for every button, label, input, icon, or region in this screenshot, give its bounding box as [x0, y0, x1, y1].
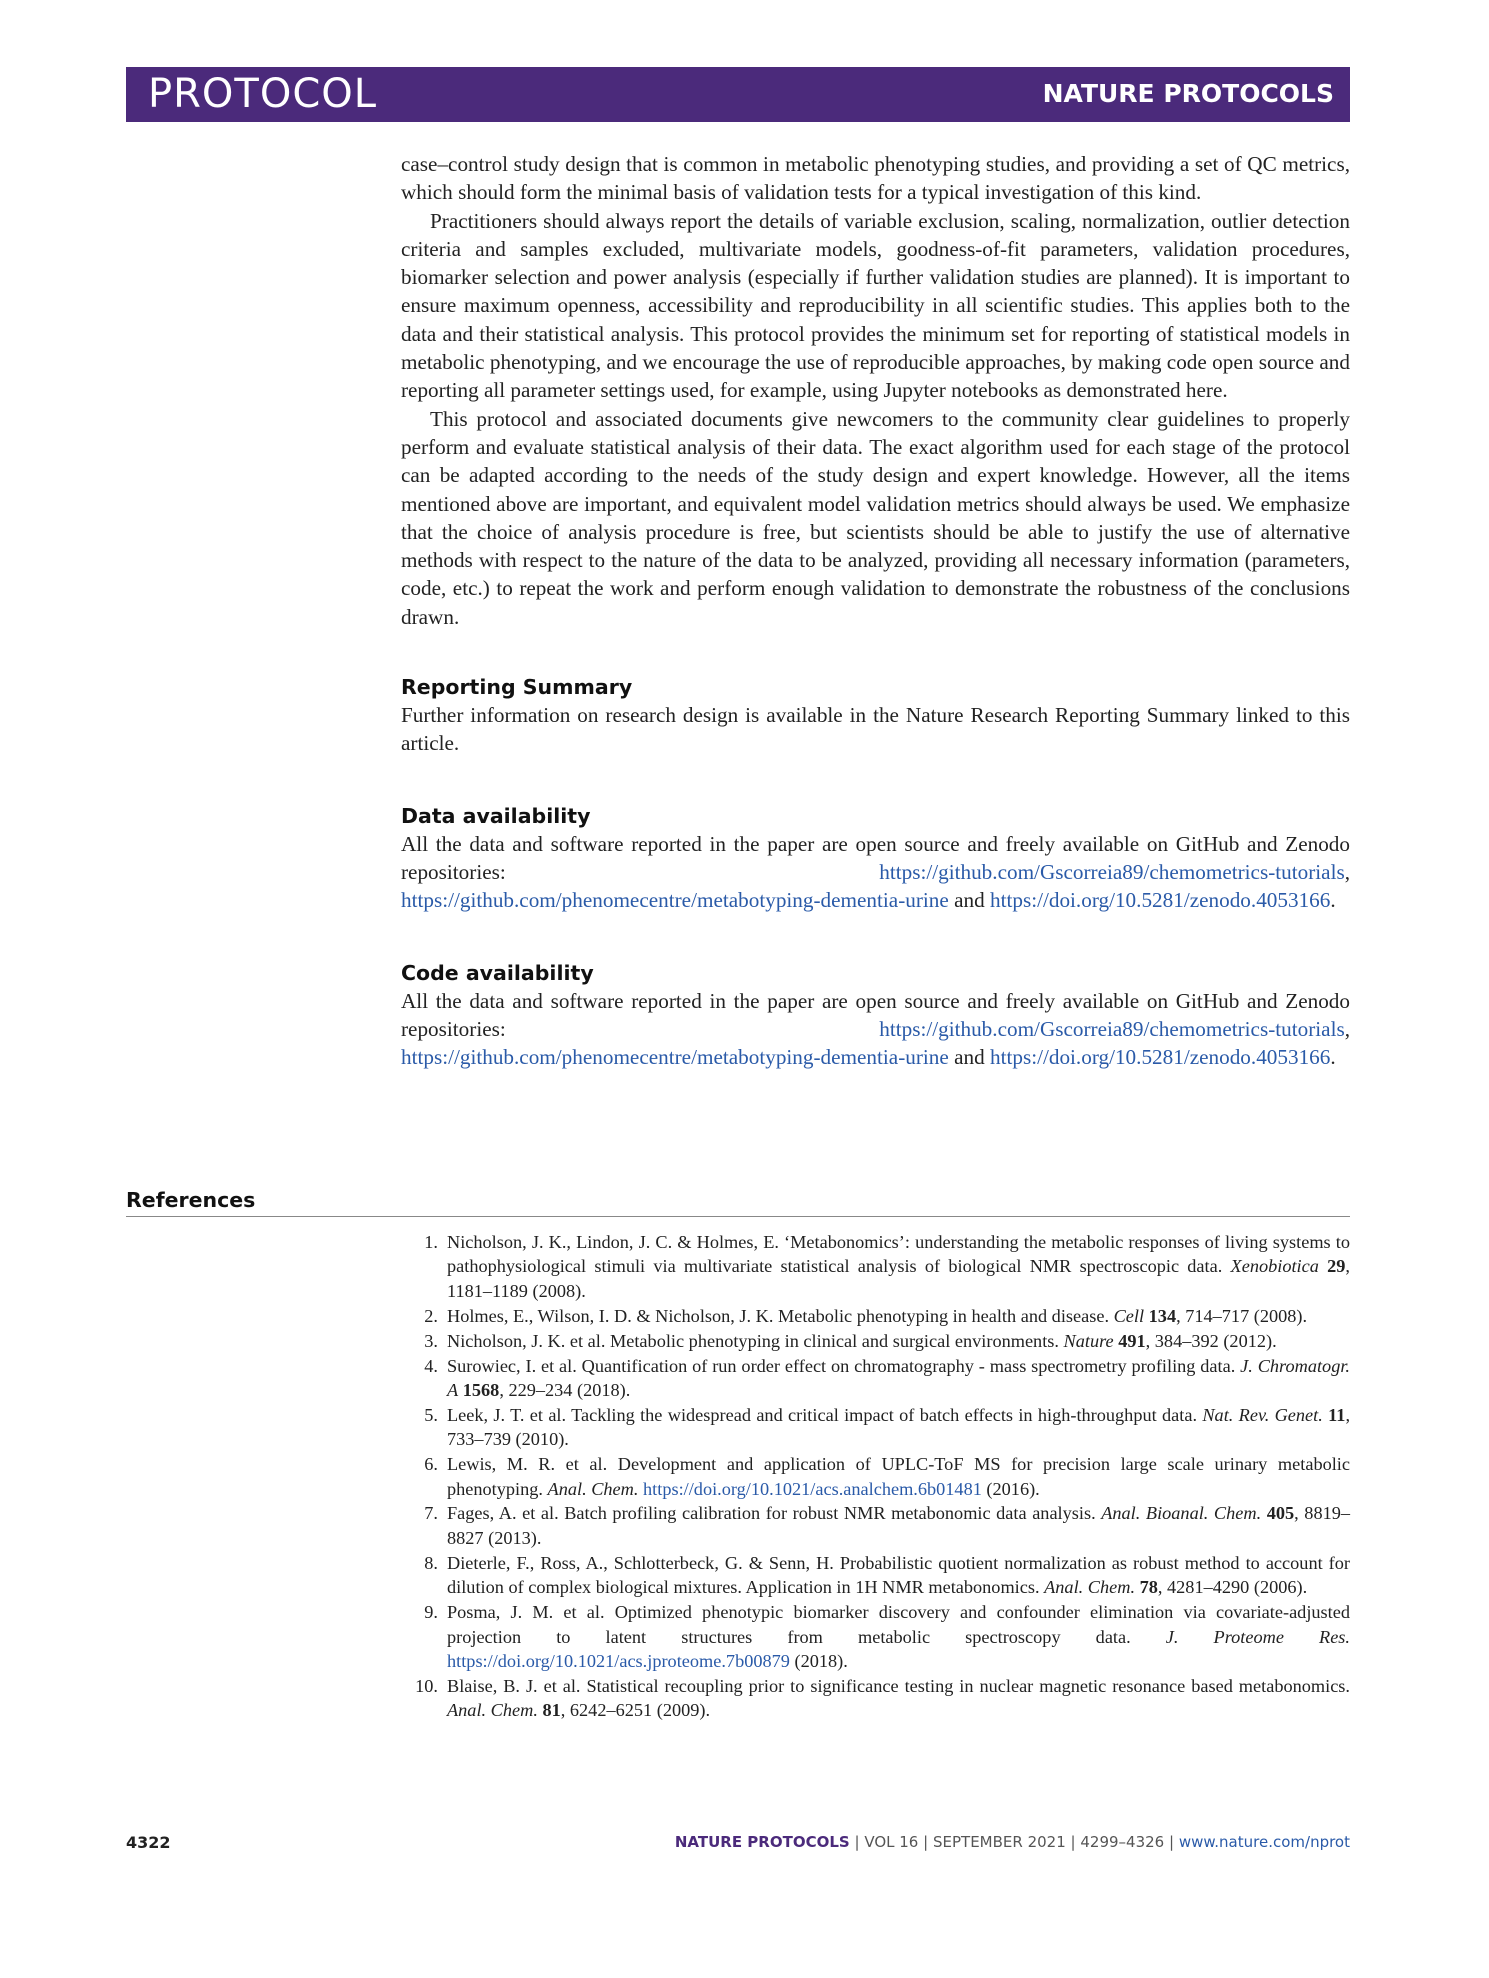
- reference-list: [401, 1230, 1350, 1723]
- reference-text: [447, 1551, 1350, 1600]
- reference-journal: Anal. Bioanal. Chem.: [1101, 1503, 1262, 1524]
- body-paragraph-2: Practitioners should always report the details of variable exclusion, scaling, normalization, outlier detection criteria and samples excluded, multivariate models, goodness-of-fit parameters, validation procedures, biomarker selection and power analysis (especially if further validation studies are planned). It is important to ensure maximum openness, accessibility and reproducibility in all scientific studies. This applies both to the data and their statistical analysis. This protocol provides the minimum set for reporting of statistical models in metabolic phenotyping, and we encourage the use of reproducible approaches, by making code open source and reporting all parameter settings used, for example, using Jupyter notebooks as demonstrated here.: [401, 208, 1350, 403]
- code-availability-intro: All the data and software reported in the paper are open source and freely available on GitHub and Zenodo repositories:: [401, 988, 1350, 1041]
- reference-text: [447, 1329, 1350, 1353]
- reference-journal: Anal. Chem.: [447, 1700, 538, 1721]
- data-availability-link-1[interactable]: https://github.com/Gscorreia89/chemometrics-tutorials: [879, 859, 1345, 884]
- reference-number: 5.: [424, 1404, 438, 1425]
- data-availability-link-3[interactable]: https://doi.org/10.5281/zenodo.4053166: [989, 888, 1331, 913]
- reporting-summary-text: Further information on research design is available in the Nature Research Reporting Summary linked to this article.: [401, 703, 1350, 756]
- reference-text: [447, 1403, 1350, 1452]
- reference-authors-title: Nicholson, J. K. et al. Metabolic phenotyping in clinical and surgical environments.: [447, 1330, 1064, 1351]
- reference-number: 1.: [424, 1232, 438, 1252]
- reference-journal: Anal. Chem.: [1044, 1577, 1136, 1598]
- reference-pages-year: , 8819–8827 (2013).: [447, 1503, 1350, 1548]
- reference-journal: Cell: [1113, 1305, 1145, 1326]
- reference-authors-title: Dieterle, F., Ross, A., Schlotterbeck, G. & Senn, H. Probabilistic quotient normalization as robust method to account for dilution of complex biological mixtures. Application in 1H NMR metabonomics.: [447, 1552, 1350, 1598]
- page-number: 4322: [126, 1833, 171, 1852]
- footer-separator: |: [854, 1833, 860, 1851]
- data-availability-text: All the data and software reported in the paper are open source and freely available on GitHub and Zenodo repositories: https://github.com/Gscorreia89/chemometrics-tutorials, https://github.com/phenomecentre/metabotyping-dementia-urine and https://doi.org/10.5281/zenodo.4053166.: [401, 831, 1350, 913]
- reference-volume: 11: [1328, 1404, 1346, 1425]
- reference-pages-year: , 229–234 (2018).: [499, 1379, 631, 1400]
- reference-authors-title: Fages, A. et al. Batch profiling calibration for robust NMR metabonomic data analysis.: [447, 1503, 1102, 1524]
- reference-journal: Nat. Rev. Genet.: [1202, 1404, 1323, 1425]
- reference-item: [401, 1403, 1350, 1452]
- reference-pages-year: , 1181–1189 (2008).: [447, 1256, 1350, 1301]
- reference-volume: 134: [1148, 1305, 1177, 1326]
- reference-pages-year: , 733–739 (2010).: [447, 1404, 1351, 1450]
- reference-authors-title: Surowiec, I. et al. Quantification of run order effect on chromatography - mass spectrometry profiling data.: [447, 1355, 1241, 1376]
- reference-volume: 491: [1118, 1330, 1146, 1351]
- reference-authors-title: Lewis, M. R. et al. Development and application of UPLC-ToF MS for precision large scale urinary metabolic phenotyping.: [447, 1454, 1350, 1499]
- footer-date: SEPTEMBER 2021: [932, 1833, 1066, 1851]
- reference-authors-title: Posma, J. M. et al. Optimized phenotypic biomarker discovery and confounder elimination via covariate-adjusted projection to latent structures from metabolic spectroscopy data.: [447, 1602, 1350, 1647]
- footer-url-link[interactable]: www.nature.com/nprot: [1178, 1833, 1350, 1851]
- reference-doi-link[interactable]: https://doi.org/10.1021/acs.jproteome.7b00879: [447, 1650, 790, 1671]
- reference-pages-year: , 384–392 (2012).: [1145, 1330, 1277, 1351]
- data-availability-heading: Data availability: [401, 803, 591, 828]
- reference-number: 7.: [424, 1503, 438, 1524]
- reference-journal: Nature: [1063, 1330, 1114, 1351]
- reporting-summary-heading: Reporting Summary: [401, 675, 633, 700]
- footer-pages: 4299–4326: [1080, 1833, 1165, 1851]
- header-bar: [126, 67, 1350, 122]
- code-availability-link-2[interactable]: https://github.com/phenomecentre/metabotyping-dementia-urine: [401, 1045, 949, 1070]
- reference-number: 3.: [424, 1330, 438, 1351]
- reference-text: [447, 1304, 1350, 1328]
- reference-journal: Xenobiotica: [1230, 1256, 1319, 1277]
- reference-volume: 29: [1327, 1256, 1346, 1277]
- code-availability-text: All the data and software reported in the paper are open source and freely available on GitHub and Zenodo repositories: https://github.com/Gscorreia89/chemometrics-tutorials, https://github.com/phenomecentre/metabotyping-dementia-urine and https://doi.org/10.5281/zenodo.4053166.: [401, 988, 1350, 1070]
- footer-separator: |: [1169, 1833, 1175, 1851]
- reference-authors-title: Blaise, B. J. et al. Statistical recoupling prior to significance testing in nuclear magnetic resonance based metabonomics.: [447, 1675, 1350, 1696]
- reference-item: [401, 1329, 1350, 1353]
- reference-authors-title: Nicholson, J. K., Lindon, J. C. & Holmes, E. ‘Metabonomics’: understanding the metabolic responses of living systems to pathophysiological stimuli via multivariate statistical analysis of biological NMR spectroscopic data.: [447, 1232, 1350, 1277]
- references-title: References: [126, 1188, 256, 1212]
- footer-citation: [675, 1833, 1350, 1851]
- reference-number: 2.: [424, 1305, 438, 1326]
- reference-text: [447, 1452, 1350, 1501]
- reference-pages-year: (2018).: [789, 1650, 848, 1671]
- data-availability-link-2[interactable]: https://github.com/phenomecentre/metabotyping-dementia-urine: [401, 888, 949, 913]
- section-label: PROTOCOL: [148, 71, 378, 117]
- reference-text: [447, 1230, 1350, 1303]
- code-availability-link-3[interactable]: https://doi.org/10.5281/zenodo.4053166: [989, 1045, 1331, 1070]
- body-paragraph-1: case–control study design that is common in metabolic phenotyping studies, and providing a set of QC metrics, which should form the minimal basis of validation tests for a typical investigation of this kind.: [401, 152, 1350, 205]
- reference-item: [401, 1354, 1350, 1403]
- reference-volume: 405: [1266, 1503, 1295, 1524]
- journal-name: NATURE PROTOCOLS: [1042, 79, 1334, 108]
- reference-pages-year: , 714–717 (2008).: [1176, 1305, 1308, 1326]
- reference-volume: 78: [1139, 1577, 1158, 1598]
- code-availability-link-1[interactable]: https://github.com/Gscorreia89/chemometrics-tutorials: [879, 1016, 1345, 1041]
- footer-separator: |: [1070, 1833, 1076, 1851]
- reference-item: [401, 1230, 1350, 1303]
- reference-number: 8.: [424, 1552, 438, 1573]
- reference-authors-title: Leek, J. T. et al. Tackling the widespread and critical impact of batch effects in high-throughput data.: [447, 1404, 1203, 1425]
- code-availability-and: and: [954, 1045, 985, 1070]
- reference-text: [447, 1600, 1350, 1673]
- reference-number: 4.: [424, 1355, 438, 1376]
- footer-journal: NATURE PROTOCOLS: [674, 1833, 850, 1851]
- reference-pages-year: , 6242–6251 (2009).: [560, 1700, 711, 1721]
- reference-item: [401, 1304, 1350, 1328]
- references-header: [126, 1186, 1350, 1217]
- data-availability-and: and: [954, 888, 985, 913]
- footer-volume: VOL 16: [864, 1833, 919, 1851]
- reference-text: [447, 1501, 1350, 1550]
- reference-doi-link[interactable]: https://doi.org/10.1021/acs.analchem.6b01481: [643, 1478, 982, 1499]
- main-content: [401, 150, 1350, 1071]
- code-availability-heading: Code availability: [401, 960, 594, 985]
- reference-number: 10.: [415, 1675, 438, 1696]
- reference-number: 6.: [424, 1454, 438, 1475]
- data-availability-intro: All the data and software reported in the paper are open source and freely available on GitHub and Zenodo repositories:: [401, 831, 1350, 884]
- reference-text: [447, 1354, 1350, 1403]
- reference-volume: 81: [542, 1700, 561, 1721]
- reference-number: 9.: [424, 1602, 438, 1623]
- reference-item: [401, 1551, 1350, 1600]
- reference-item: [401, 1501, 1350, 1550]
- reference-item: [401, 1674, 1350, 1723]
- reference-journal: J. Chromatogr. A: [447, 1355, 1350, 1400]
- reference-journal: J. Proteome Res.: [1165, 1626, 1350, 1647]
- reference-item: [401, 1600, 1350, 1673]
- reference-text: [447, 1674, 1350, 1723]
- reference-authors-title: Holmes, E., Wilson, I. D. & Nicholson, J. K. Metabolic phenotyping in health and disease.: [447, 1305, 1114, 1326]
- reference-journal: Anal. Chem.: [547, 1478, 639, 1499]
- reference-pages-year: (2016).: [981, 1478, 1040, 1499]
- reference-volume: 1568: [462, 1379, 500, 1400]
- footer-separator: |: [923, 1833, 929, 1851]
- reference-pages-year: , 4281–4290 (2006).: [1157, 1577, 1308, 1598]
- body-paragraph-3: This protocol and associated documents give newcomers to the community clear guidelines to properly perform and evaluate statistical analysis of their data. The exact algorithm used for each stage of the protocol can be adapted according to the needs of the study design and expert knowledge. However, all the items mentioned above are important, and equivalent model validation metrics should always be used. We emphasize that the choice of analysis procedure is free, but scientists should be able to justify the use of alternative methods with respect to the nature of the data to be analyzed, providing all necessary information (parameters, code, etc.) to repeat the work and perform enough validation to demonstrate the robustness of the conclusions drawn.: [401, 406, 1350, 629]
- reference-item: [401, 1452, 1350, 1501]
